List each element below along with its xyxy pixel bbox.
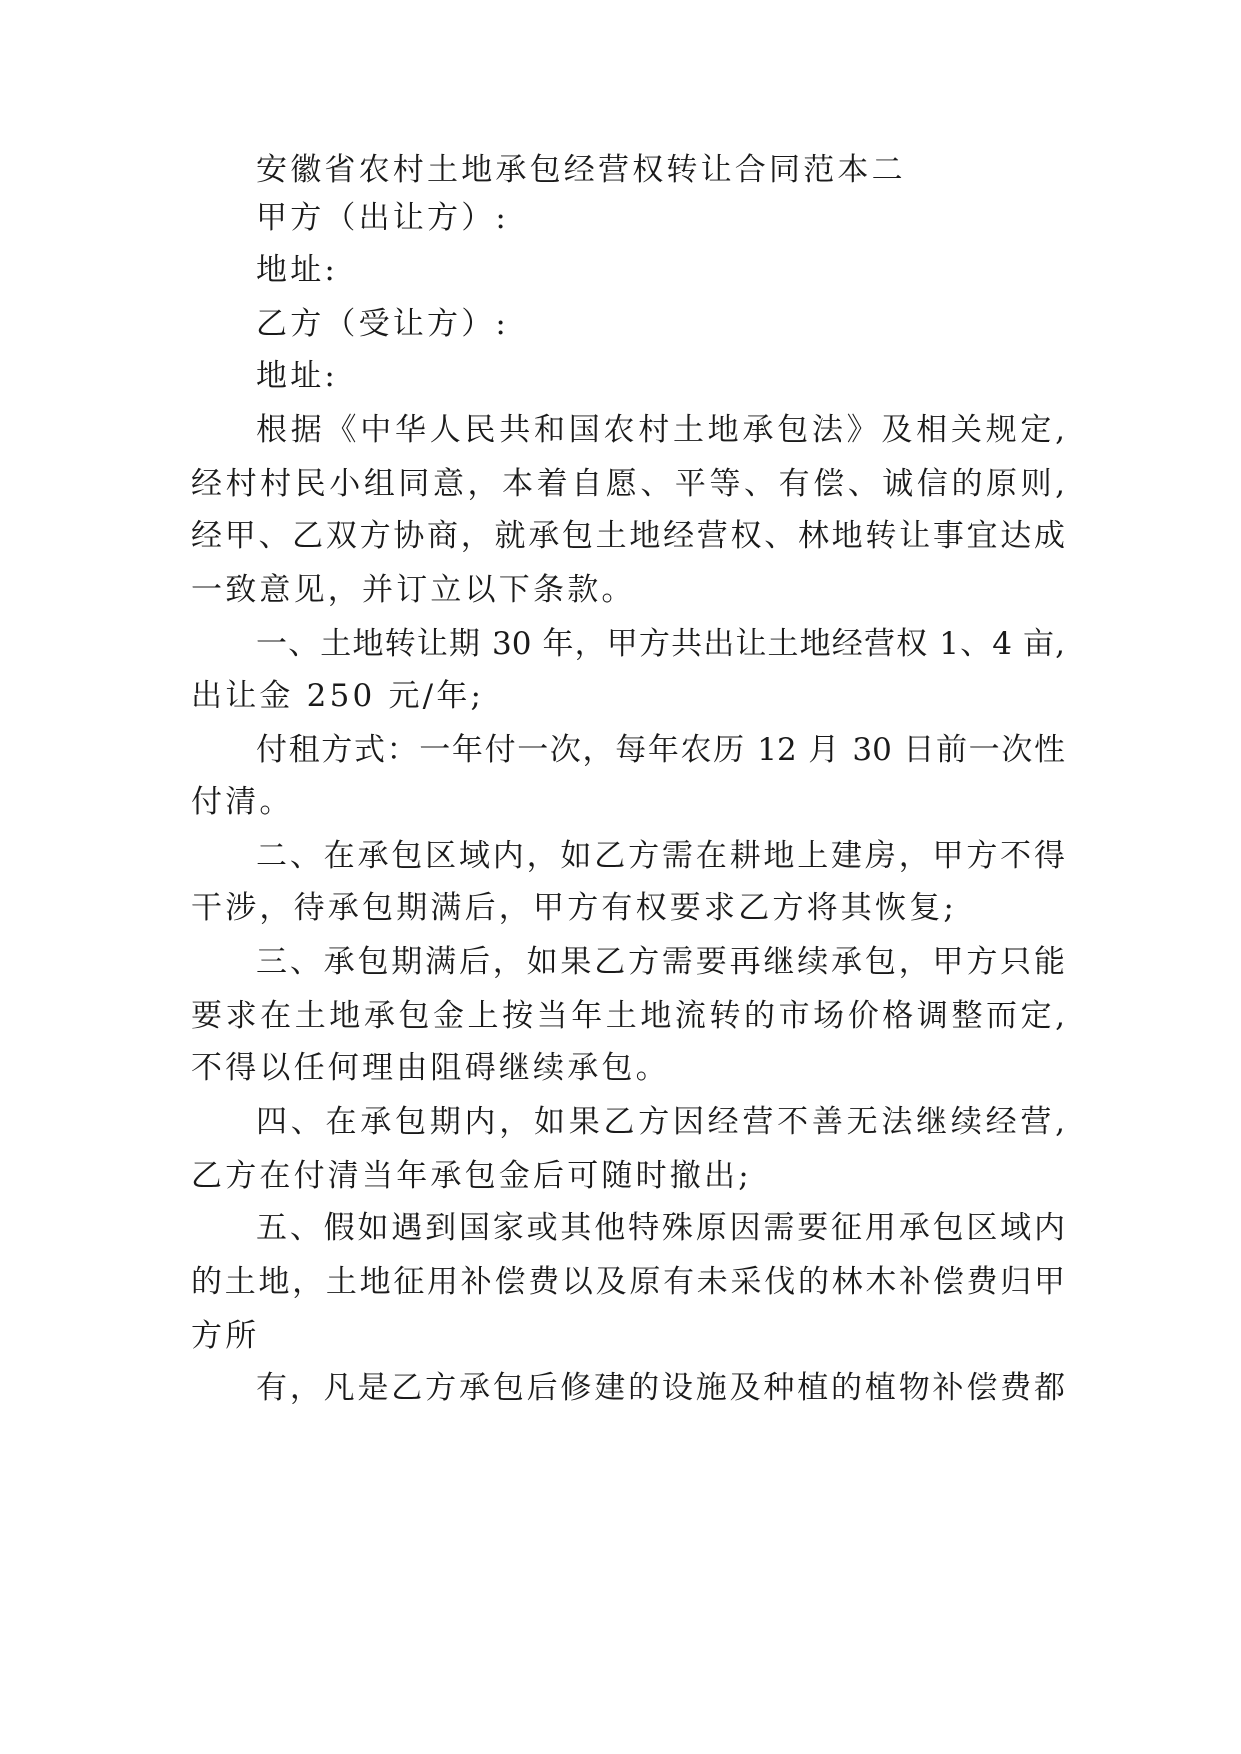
party-a-label: 甲方（出让方）: <box>256 200 510 236</box>
preamble-line: 经村村民小组同意，本着自愿、平等、有偿、诚信的原则, <box>191 466 1065 502</box>
clause-3-line: 要求在土地承包金上按当年土地流转的市场价格调整而定, <box>191 998 1065 1034</box>
preamble-line: 一致意见，并订立以下条款。 <box>191 572 636 608</box>
party-b-address: 地址: <box>256 358 339 394</box>
clause-5-line: 五、假如遇到国家或其他特殊原因需要征用承包区域内 <box>256 1210 1065 1246</box>
clause-4-line: 四、在承包期内，如果乙方因经营不善无法继续经营, <box>256 1104 1065 1140</box>
clause-5-line: 方所 <box>191 1318 260 1354</box>
payment-line: 付清。 <box>191 784 294 820</box>
clause-2-line: 二、在承包区域内，如乙方需在耕地上建房，甲方不得 <box>256 838 1065 874</box>
party-b-label: 乙方（受让方）: <box>256 306 510 342</box>
party-a-address: 地址: <box>256 252 339 288</box>
payment-line: 付租方式：一年付一次，每年农历 12 月 30 日前一次性 <box>256 732 1065 768</box>
clause-3-line: 三、承包期满后，如果乙方需要再继续承包，甲方只能 <box>256 944 1065 980</box>
clause-3-line: 不得以任何理由阻碍继续承包。 <box>191 1050 670 1086</box>
clause-2-line: 干涉，待承包期满后，甲方有权要求乙方将其恢复; <box>191 890 958 926</box>
continuation-line: 有，凡是乙方承包后修建的设施及种植的植物补偿费都 <box>256 1370 1065 1406</box>
preamble-line: 经甲、乙双方协商，就承包土地经营权、林地转让事宜达成 <box>191 518 1065 554</box>
clause-1-line: 一、土地转让期 30 年，甲方共出让土地经营权 1、4 亩, <box>256 626 1065 662</box>
clause-1-line: 出让金 250 元/年; <box>191 678 485 714</box>
clause-5-line: 的土地，土地征用补偿费以及原有未采伐的林木补偿费归甲 <box>191 1264 1065 1300</box>
preamble-line: 根据《中华人民共和国农村土地承包法》及相关规定, <box>256 412 1065 448</box>
document-title: 安徽省农村土地承包经营权转让合同范本二 <box>256 152 906 188</box>
clause-4-line: 乙方在付清当年承包金后可随时撤出; <box>191 1158 752 1194</box>
